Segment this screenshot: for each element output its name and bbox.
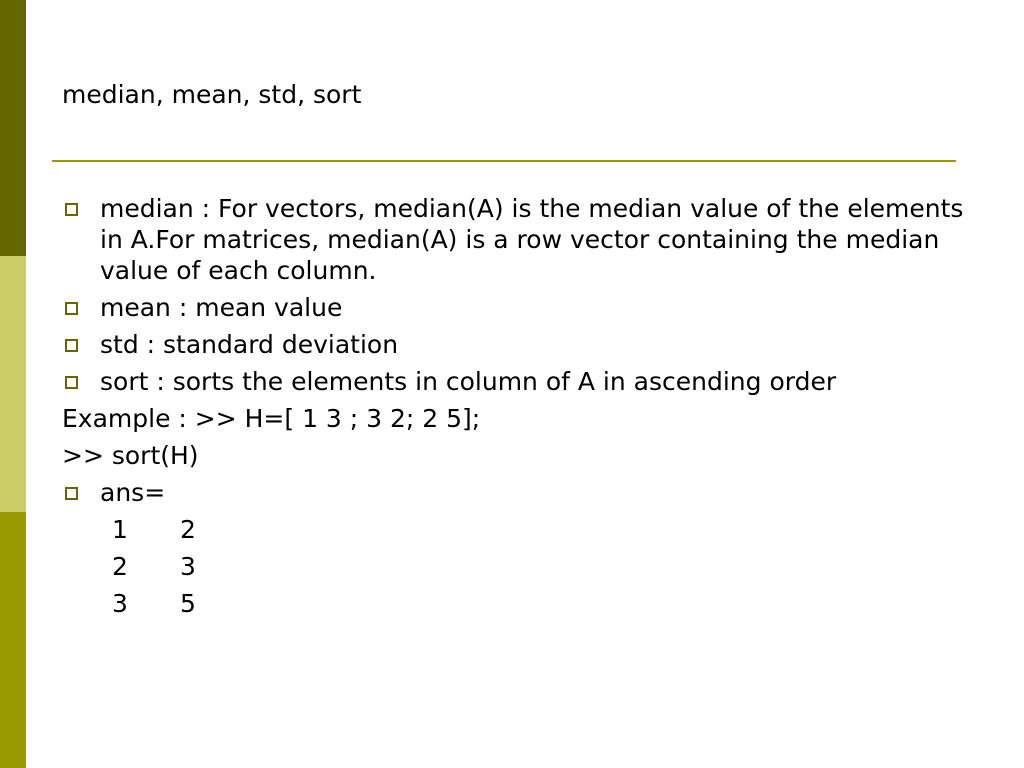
title-divider	[52, 160, 956, 162]
bullet-median	[62, 193, 972, 286]
result-cell: 1	[112, 515, 128, 544]
command-line: >> sort(H)	[62, 441, 199, 470]
bullet-text: ans=	[100, 478, 166, 507]
slide-body	[62, 193, 972, 625]
result-row	[62, 588, 972, 619]
bullet-std	[62, 329, 972, 360]
square-bullet-icon	[65, 203, 78, 216]
result-row	[62, 551, 972, 582]
result-cell: 3	[112, 589, 128, 618]
square-bullet-icon	[65, 487, 78, 500]
bullet-text: mean : mean value	[100, 293, 343, 322]
square-bullet-icon	[65, 339, 78, 352]
accent-bar-bottom	[0, 512, 26, 768]
result-cell: 5	[180, 589, 196, 618]
result-cell: 2	[112, 552, 128, 581]
result-cell: 2	[180, 515, 196, 544]
result-row	[62, 514, 972, 545]
bullet-mean	[62, 292, 972, 323]
accent-bar-middle	[0, 256, 26, 512]
square-bullet-icon	[65, 376, 78, 389]
result-cell: 3	[180, 552, 196, 581]
bullet-sort	[62, 366, 972, 397]
accent-bar-top	[0, 0, 26, 256]
bullet-text: median : For vectors, median(A) is the median value of the elements in A.For matrices, median(A) is a row vector containing the median value of each column.	[100, 194, 964, 285]
example-line: Example : >> H=[ 1 3 ; 3 2; 2 5];	[62, 404, 481, 433]
bullet-text: sort : sorts the elements in column of A in ascending order	[100, 367, 837, 396]
bullet-ans	[62, 477, 972, 508]
square-bullet-icon	[65, 302, 78, 315]
left-accent-bar	[0, 0, 26, 768]
bullet-text: std : standard deviation	[100, 330, 399, 359]
slide-title: median, mean, std, sort	[62, 80, 362, 109]
